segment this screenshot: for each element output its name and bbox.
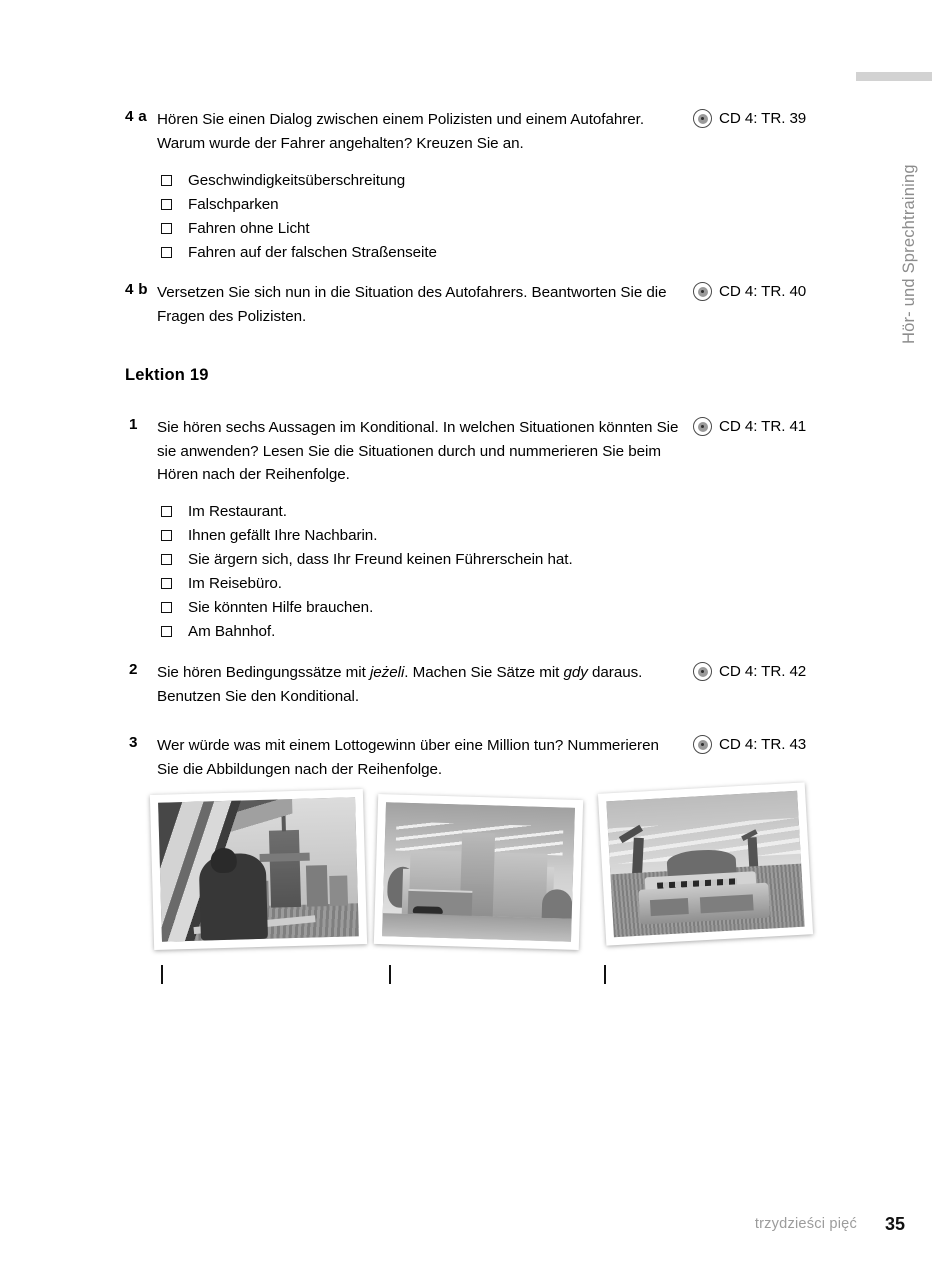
- option-item[interactable]: [161, 501, 781, 525]
- exercise-4b-cd-marker: [693, 282, 806, 301]
- exercise-3-cd-label: CD 4: TR. 43: [719, 736, 807, 753]
- option-label: Falschparken: [188, 196, 279, 213]
- photo-luxury-villa-image: [382, 802, 575, 942]
- lektion-heading: Lektion 19: [125, 366, 209, 384]
- exercise-4b-prompt: Versetzen Sie sich nun in die Situation des Autofahrers. Beantworten Sie die Fragen des Polizisten.: [157, 284, 667, 325]
- exercise-1-prompt: Sie hören sechs Aussagen im Konditional. In welchen Situationen könnten Sie sie anwenden? Lesen Sie die Situationen durch und nummerieren Sie beim Hören nach der Reihenfolge.: [157, 419, 679, 483]
- cd-track-icon: [693, 109, 712, 128]
- exercise-1-cd-marker: [693, 417, 806, 436]
- checkbox-empty-icon[interactable]: [161, 626, 172, 637]
- option-item[interactable]: [161, 194, 761, 218]
- option-label: Sie könnten Hilfe brauchen.: [188, 599, 374, 616]
- exercise-2-cd-marker: [693, 662, 806, 681]
- photo-luxury-villa[interactable]: [374, 794, 583, 950]
- checkbox-empty-icon[interactable]: [161, 602, 172, 613]
- exercise-2-prompt: Sie hören Bedingungssätze mit jeżeli. Machen Sie Sätze mit gdy daraus. Benutzen Sie den Konditional.: [157, 664, 643, 705]
- photo-checkbox-slot[interactable]: [389, 966, 391, 984]
- option-label: Sie ärgern sich, dass Ihr Freund keinen Führerschein hat.: [188, 551, 573, 568]
- checkbox-empty-icon[interactable]: [161, 530, 172, 541]
- exercise-4b-number: 4 b: [125, 281, 148, 298]
- exercise-1-option-list: [161, 501, 781, 645]
- exercise-4a-prompt: Hören Sie einen Dialog zwischen einem Polizisten und einem Autofahrer. Warum wurde der Fahrer angehalten? Kreuzen Sie an.: [157, 111, 645, 152]
- option-label: Ihnen gefällt Ihre Nachbarin.: [188, 527, 378, 544]
- section-tab-label: Hör- und Sprechtraining: [900, 164, 918, 344]
- exercise-2-cd-label: CD 4: TR. 42: [719, 663, 807, 680]
- checkbox-empty-icon[interactable]: [604, 965, 606, 984]
- footer-page-word: trzydzieści pięć: [754, 1216, 857, 1232]
- exercise-4a-number: 4 a: [125, 108, 148, 125]
- photo-safari-giraffes[interactable]: [598, 782, 813, 945]
- option-label: Geschwindigkeitsüberschreitung: [188, 172, 406, 189]
- checkbox-empty-icon[interactable]: [161, 247, 172, 258]
- exercise-1-number: 1: [129, 416, 138, 433]
- exercise-4b: [125, 281, 825, 328]
- footer-page-number: 35: [884, 1214, 905, 1234]
- option-item[interactable]: [161, 242, 761, 266]
- checkbox-empty-icon[interactable]: [161, 965, 163, 984]
- section-tab: [838, 0, 932, 420]
- option-label: Fahren auf der falschen Straßenseite: [188, 244, 437, 261]
- cd-track-icon: [693, 662, 712, 681]
- checkbox-empty-icon[interactable]: [389, 965, 391, 984]
- checkbox-empty-icon[interactable]: [161, 578, 172, 589]
- page-footer: [0, 1216, 932, 1246]
- option-item[interactable]: [161, 170, 761, 194]
- exercise-2-number: 2: [129, 661, 138, 678]
- option-item[interactable]: [161, 218, 761, 242]
- cd-track-icon: [693, 417, 712, 436]
- exercise-1-cd-label: CD 4: TR. 41: [719, 418, 807, 435]
- exercise-3: [125, 734, 825, 781]
- checkbox-empty-icon[interactable]: [161, 223, 172, 234]
- photo-checkbox-slot[interactable]: [161, 966, 163, 984]
- option-label: Fahren ohne Licht: [188, 220, 310, 237]
- option-label: Im Reisebüro.: [188, 575, 282, 592]
- exercise-4b-cd-label: CD 4: TR. 40: [719, 283, 807, 300]
- exercise-2: [125, 661, 825, 708]
- section-tab-bar: [856, 72, 932, 81]
- exercise-4a-option-list: [161, 170, 761, 266]
- checkbox-empty-icon[interactable]: [161, 199, 172, 210]
- photo-city-balcony[interactable]: [150, 789, 367, 950]
- checkbox-empty-icon[interactable]: [161, 554, 172, 565]
- exercise-1: [125, 416, 825, 487]
- photo-safari-giraffes-image: [606, 791, 804, 937]
- exercise-3-cd-marker: [693, 735, 806, 754]
- option-label: Am Bahnhof.: [188, 623, 276, 640]
- cd-track-icon: [693, 735, 712, 754]
- exercise-4a-cd-marker: [693, 109, 806, 128]
- photo-checkbox-slot[interactable]: [604, 966, 606, 984]
- photo-checkbox-row: [125, 966, 825, 986]
- option-item[interactable]: [161, 549, 781, 573]
- exercise-3-number: 3: [129, 734, 138, 751]
- option-label: Im Restaurant.: [188, 503, 287, 520]
- photo-strip: [125, 786, 825, 966]
- exercise-4a: [125, 108, 825, 155]
- option-item[interactable]: [161, 621, 781, 645]
- photo-city-balcony-image: [158, 797, 359, 941]
- option-item[interactable]: [161, 597, 781, 621]
- option-item[interactable]: [161, 525, 781, 549]
- option-item[interactable]: [161, 573, 781, 597]
- exercise-4a-cd-label: CD 4: TR. 39: [719, 110, 807, 127]
- cd-track-icon: [693, 282, 712, 301]
- checkbox-empty-icon[interactable]: [161, 506, 172, 517]
- checkbox-empty-icon[interactable]: [161, 175, 172, 186]
- exercise-3-prompt: Wer würde was mit einem Lottogewinn über eine Million tun? Nummerieren Sie die Abbildungen nach der Reihenfolge.: [157, 737, 659, 778]
